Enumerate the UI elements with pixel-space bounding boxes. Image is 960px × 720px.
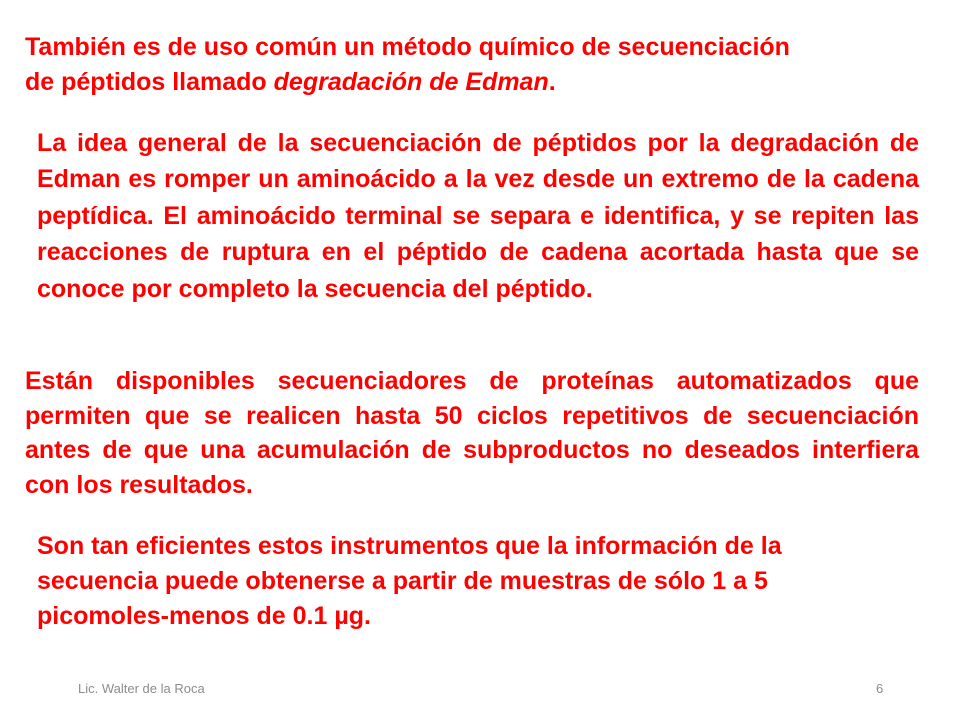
intro-line-1: También es de uso común un método químico de secuenciación	[25, 33, 790, 61]
paragraph-automated-sequencers: Están disponibles secuenciadores de proteínas automatizados que permiten que se realicen hasta 50 ciclos repetitivos de secuenciación antes de que una acumulación de subproductos no deseados interfiera con los resultados.	[25, 367, 919, 499]
efficiency-line-2: secuencia puede obtenerse a partir de muestras de sólo 1 a 5	[37, 567, 768, 595]
footer-author: Lic. Walter de la Roca	[78, 681, 205, 696]
paragraph-efficiency	[37, 529, 937, 634]
paragraph-general-idea: La idea general de la secuenciación de péptidos por la degradación de Edman es romper un aminoácido a la vez desde un extremo de la cadena peptídica. El aminoácido terminal se separa e identifica, y se repiten las reacciones de ruptura en el péptido de cadena acortada hasta que se conoce por completo la secuencia del péptido.	[37, 129, 919, 303]
efficiency-line-3: picomoles-menos de 0.1 µg.	[37, 602, 371, 630]
edman-degradation-term: degradación de Edman	[273, 68, 549, 96]
intro-line-2	[25, 65, 925, 100]
efficiency-line-1: Son tan eficientes estos instrumentos que la información de la	[37, 532, 782, 560]
footer-page-number: 6	[876, 681, 884, 696]
paragraph-edman-intro	[25, 30, 925, 100]
intro-line-2-prefix: de péptidos llamado	[25, 68, 274, 96]
intro-line-2-suffix: .	[548, 68, 556, 96]
